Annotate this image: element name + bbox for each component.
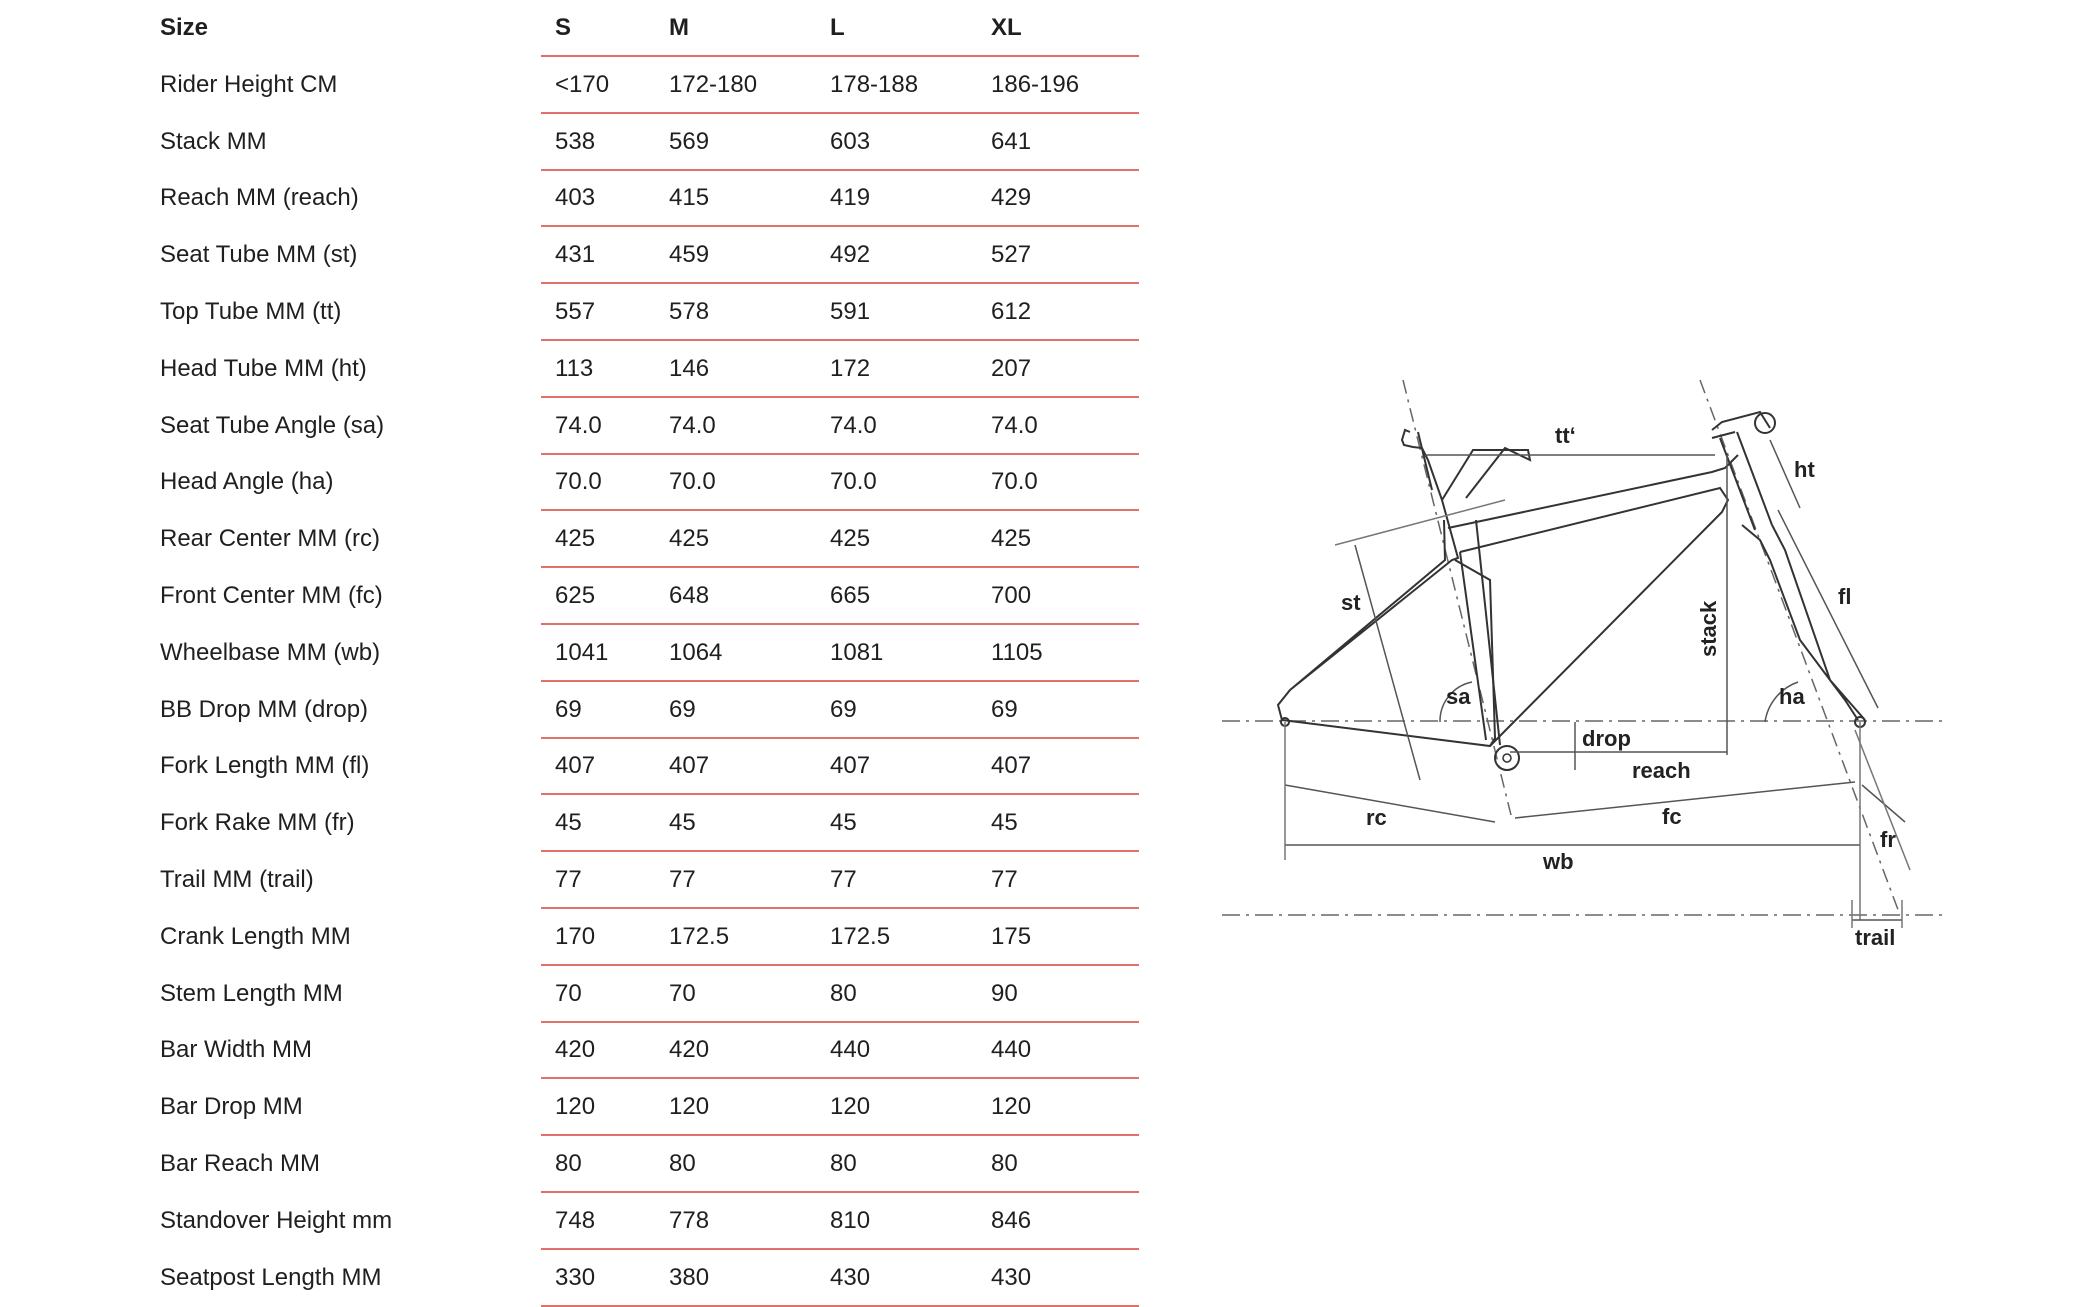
cell-value: 591 xyxy=(830,298,871,325)
row-label: Front Center MM (fc) xyxy=(160,582,383,609)
row-label: Stack MM xyxy=(160,127,267,155)
handlebar xyxy=(1755,413,1775,433)
cell-value: 625 xyxy=(555,582,596,609)
cell-value: 45 xyxy=(555,809,582,837)
cell-value: 70.0 xyxy=(669,468,716,496)
cell-value: 1041 xyxy=(555,638,609,666)
label-st: st xyxy=(1341,590,1361,615)
row-label: Trail MM (trail) xyxy=(160,866,314,893)
cell-value: 175 xyxy=(991,922,1032,950)
label-ht: ht xyxy=(1794,457,1815,482)
table-header-row xyxy=(0,0,1140,57)
cell-value: 700 xyxy=(991,582,1032,609)
cell-value: 603 xyxy=(830,127,871,155)
cell-value: 1081 xyxy=(830,638,884,666)
cell-value: 648 xyxy=(669,582,710,609)
cell-value: 380 xyxy=(669,1263,710,1291)
st-dim xyxy=(1355,545,1420,780)
cell-value: 69 xyxy=(830,695,857,723)
cell-value: 407 xyxy=(991,752,1032,780)
label-wb: wb xyxy=(1543,849,1574,874)
cell-value: 527 xyxy=(991,241,1032,269)
cell-value: 120 xyxy=(991,1093,1032,1121)
cell-value: 80 xyxy=(991,1150,1018,1177)
table-row xyxy=(0,852,1140,909)
table-row xyxy=(0,170,1140,227)
table-row xyxy=(0,625,1140,682)
cell-value: 90 xyxy=(991,979,1018,1007)
cell-value: 407 xyxy=(555,752,596,780)
table-row xyxy=(0,966,1140,1023)
cell-value: 665 xyxy=(830,582,871,609)
cell-value: 80 xyxy=(555,1150,582,1177)
cell-value: 810 xyxy=(830,1206,871,1234)
cell-value: 45 xyxy=(991,809,1018,837)
cell-value: 69 xyxy=(991,695,1018,723)
row-label: Rear Center MM (rc) xyxy=(160,525,381,553)
table-row xyxy=(0,341,1140,398)
cell-value: 70.0 xyxy=(555,468,602,496)
cell-value: 641 xyxy=(991,127,1032,155)
bike-geometry-diagram xyxy=(1200,360,1960,980)
label-ha: ha xyxy=(1779,684,1805,709)
seat-axis xyxy=(1403,380,1511,815)
cell-value: 69 xyxy=(555,695,582,723)
row-label: Seatpost Length MM xyxy=(160,1263,382,1291)
cell-value: 77 xyxy=(669,866,696,893)
cell-value: 440 xyxy=(830,1036,871,1064)
table-row xyxy=(0,1022,1140,1079)
fc-dim xyxy=(1515,782,1855,818)
row-label: Head Angle (ha) xyxy=(160,468,334,496)
cell-value: 420 xyxy=(555,1036,596,1064)
cell-value: 172.5 xyxy=(669,922,730,950)
table-row xyxy=(0,227,1140,284)
cell-value: 430 xyxy=(830,1263,871,1291)
row-label: Fork Rake MM (fr) xyxy=(160,809,355,837)
cell-value: 186-196 xyxy=(991,70,1080,98)
label-rc: rc xyxy=(1366,805,1387,830)
cell-value: 74.0 xyxy=(669,411,716,439)
cell-value: 846 xyxy=(991,1206,1032,1234)
cell-value: 420 xyxy=(669,1036,710,1064)
cell-value: 146 xyxy=(669,354,710,382)
cell-value: 557 xyxy=(555,298,596,325)
label-fl: fl xyxy=(1838,584,1852,609)
row-label: BB Drop MM (drop) xyxy=(160,695,369,723)
cell-value: 80 xyxy=(830,979,857,1007)
cell-value: 407 xyxy=(669,752,710,780)
row-label: Bar Drop MM xyxy=(160,1093,303,1121)
cell-value: 80 xyxy=(669,1150,696,1177)
header-size-label: Size xyxy=(160,14,209,41)
cell-value: 407 xyxy=(830,752,871,780)
cell-value: 748 xyxy=(555,1206,596,1234)
cell-value: 425 xyxy=(669,525,710,553)
cell-value: 430 xyxy=(991,1263,1032,1291)
cell-value: 207 xyxy=(991,354,1032,382)
cell-value: 77 xyxy=(830,866,857,893)
cell-value: 419 xyxy=(830,184,871,212)
cell-value: 172.5 xyxy=(830,922,891,950)
stem xyxy=(1712,412,1770,438)
cell-value: 330 xyxy=(555,1263,596,1291)
cell-value: 45 xyxy=(830,809,857,837)
rc-dim xyxy=(1285,785,1495,822)
label-fc: fc xyxy=(1662,804,1682,829)
header-size-s: S xyxy=(555,14,572,41)
cell-value: 425 xyxy=(991,525,1032,553)
cell-value: 80 xyxy=(830,1150,857,1177)
table-row xyxy=(0,1079,1140,1136)
cell-value: 403 xyxy=(555,184,596,212)
cell-value: 70 xyxy=(555,979,582,1007)
header-size-m: M xyxy=(669,14,689,41)
cell-value: 492 xyxy=(830,241,871,269)
label-tt: tt‘ xyxy=(1555,423,1576,448)
cell-value: 77 xyxy=(555,866,582,893)
table-row xyxy=(0,738,1140,795)
header-size-xl: XL xyxy=(991,14,1022,41)
cell-value: 70.0 xyxy=(991,468,1038,496)
row-label: Rider Height CM xyxy=(160,70,338,98)
cell-value: 120 xyxy=(830,1093,871,1121)
table-row xyxy=(0,682,1140,739)
cell-value: 74.0 xyxy=(555,411,602,439)
table-row xyxy=(0,909,1140,966)
cell-value: 425 xyxy=(555,525,596,553)
table-row xyxy=(0,1250,1140,1307)
row-label: Seat Tube Angle (sa) xyxy=(160,411,385,439)
cell-value: 120 xyxy=(669,1093,710,1121)
table-row xyxy=(0,398,1140,455)
cell-value: 569 xyxy=(669,127,710,155)
table-row xyxy=(0,1136,1140,1193)
row-label: Crank Length MM xyxy=(160,922,351,950)
cell-value: 778 xyxy=(669,1206,710,1234)
cell-value: 429 xyxy=(991,184,1032,212)
cell-value: 425 xyxy=(830,525,871,553)
cell-value: 538 xyxy=(555,127,596,155)
cell-value: 70 xyxy=(669,979,696,1007)
label-trail: trail xyxy=(1855,925,1896,950)
cell-value: 440 xyxy=(991,1036,1032,1064)
cell-value: 170 xyxy=(555,922,596,950)
row-label: Standover Height mm xyxy=(160,1206,393,1234)
row-divider xyxy=(541,1305,1139,1307)
row-label: Wheelbase MM (wb) xyxy=(160,638,381,666)
row-label: Head Tube MM (ht) xyxy=(160,354,367,382)
row-label: Fork Length MM (fl) xyxy=(160,752,370,780)
row-label: Seat Tube MM (st) xyxy=(160,241,358,269)
cell-value: 120 xyxy=(555,1093,596,1121)
table-row xyxy=(0,114,1140,171)
cell-value: 70.0 xyxy=(830,468,877,496)
row-label: Stem Length MM xyxy=(160,979,343,1007)
table-row xyxy=(0,795,1140,852)
cell-value: 1064 xyxy=(669,638,723,666)
cell-value: 172-180 xyxy=(669,70,758,98)
cell-value: 74.0 xyxy=(830,411,877,439)
table-row xyxy=(0,511,1140,568)
row-label: Reach MM (reach) xyxy=(160,184,359,212)
bottom-bracket xyxy=(1495,746,1519,770)
table-row xyxy=(0,57,1140,114)
label-sa: sa xyxy=(1446,684,1471,709)
cell-value: 612 xyxy=(991,298,1032,325)
cell-value: 74.0 xyxy=(991,411,1038,439)
row-label: Bar Reach MM xyxy=(160,1150,321,1177)
cell-value: 415 xyxy=(669,184,710,212)
row-label: Top Tube MM (tt) xyxy=(160,298,342,325)
cell-value: 69 xyxy=(669,695,696,723)
seatpost xyxy=(1402,430,1442,500)
cell-value: 113 xyxy=(555,354,594,382)
cell-value: 45 xyxy=(669,809,696,837)
cell-value: 1105 xyxy=(991,638,1043,666)
label-fr: fr xyxy=(1880,827,1896,852)
cell-value: <170 xyxy=(555,70,610,98)
header-size-l: L xyxy=(830,14,845,41)
cell-value: 77 xyxy=(991,866,1018,893)
table-row xyxy=(0,454,1140,511)
label-stack: stack xyxy=(1696,600,1721,657)
cell-value: 459 xyxy=(669,241,710,269)
cell-value: 578 xyxy=(669,298,710,325)
table-row xyxy=(0,568,1140,625)
cell-value: 431 xyxy=(555,241,596,269)
row-label: Bar Width MM xyxy=(160,1036,313,1064)
cell-value: 172 xyxy=(830,354,871,382)
cell-value: 178-188 xyxy=(830,70,919,98)
table-row xyxy=(0,1193,1140,1250)
label-reach: reach xyxy=(1632,758,1691,783)
table-row xyxy=(0,284,1140,341)
head-tube xyxy=(1720,432,1772,530)
label-drop: drop xyxy=(1582,726,1631,751)
